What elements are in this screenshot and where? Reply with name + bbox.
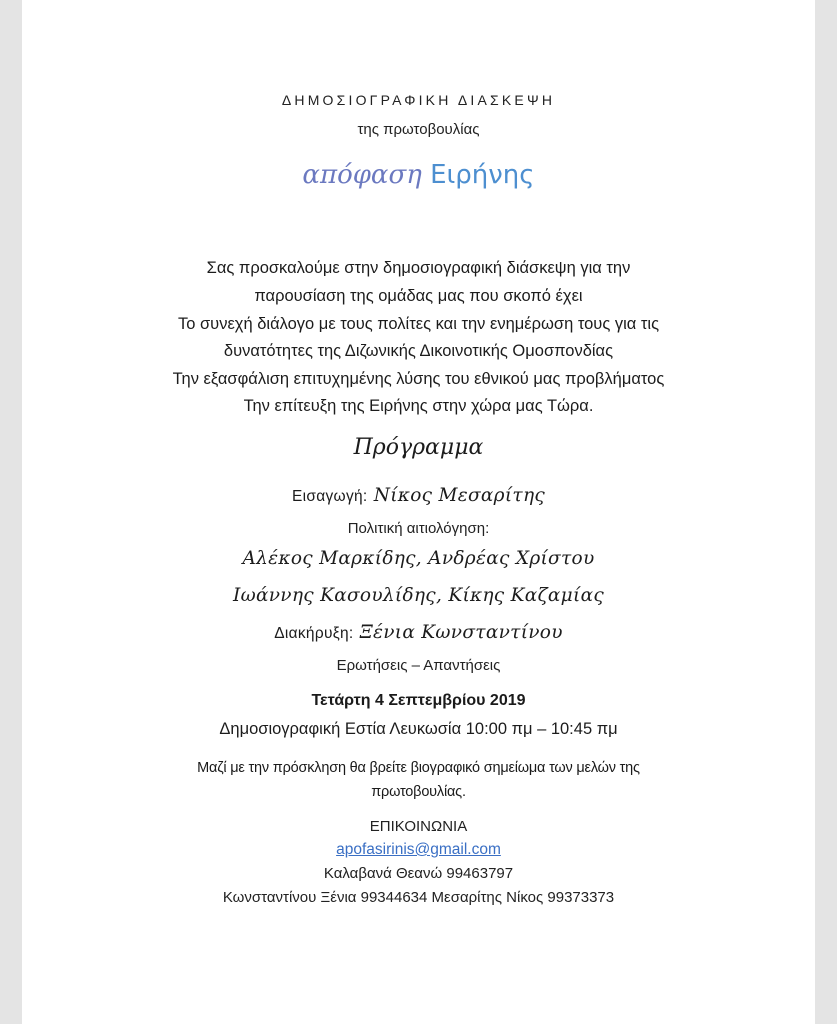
- intro-line-3: Το συνεχή διάλογο με τους πολίτες και την ενημέρωση τους για τις: [177, 315, 660, 333]
- initiative-logo-text: [22, 160, 815, 190]
- brand-word-2: Ειρήνης: [430, 160, 535, 190]
- contact-email-link[interactable]: apofasirinis@gmail.com: [336, 841, 501, 858]
- program-intro-label: Εισαγωγή:: [292, 488, 368, 505]
- event-date: Τετάρτη 4 Σεπτεμβρίου 2019: [311, 692, 526, 709]
- intro-line-6: Την επίτευξη της Ειρήνης στην χώρα μας Τώρα.: [243, 397, 594, 415]
- program-intro-name: Νίκος Μεσαρίτης: [373, 485, 545, 506]
- political-names-line-2: Ιωάννης Κασουλίδης, Κίκης Καζαμίας: [232, 585, 605, 606]
- qa-line: Ερωτήσεις – Απαντήσεις: [336, 657, 501, 674]
- declaration-name: Ξένια Κωνσταντίνου: [359, 622, 563, 643]
- contact-phone-1: Καλαβανά Θεανώ 99463797: [323, 865, 514, 882]
- document-subtitle: της πρωτοβουλίας: [357, 121, 480, 138]
- intro-line-2: παρουσίαση της ομάδας μας που σκοπό έχει: [254, 287, 583, 305]
- contact-email-row: [22, 841, 815, 859]
- document-title: ΔΗΜΟΣΙΟΓΡΑΦΙΚΗ ΔΙΑΣΚΕΨΗ: [281, 92, 556, 108]
- event-venue-time: Δημοσιογραφική Εστία Λευκωσία 10:00 πμ – 10:45 πμ: [219, 720, 618, 738]
- intro-line-5: Την εξασφάλιση επιτυχημένης λύσης του εθνικού μας προβλήματος: [172, 370, 665, 388]
- intro-line-1: Σας προσκαλούμε στην δημοσιογραφική διάσκεψη για την: [206, 259, 631, 277]
- intro-line-4: δυνατότητες της Διζωνικής Δικοινοτικής Ομοσπονδίας: [223, 342, 614, 360]
- political-label: Πολιτική αιτιολόγηση:: [347, 520, 490, 537]
- brand-word-1: απόφαση: [302, 160, 422, 190]
- contact-heading: ΕΠΙΚΟΙΝΩΝΙΑ: [369, 818, 468, 835]
- program-declaration: [22, 622, 815, 643]
- program-intro: [22, 485, 815, 506]
- declaration-label: Διακήρυξη:: [274, 625, 354, 642]
- political-names-line-1: Αλέκος Μαρκίδης, Ανδρέας Χρίστου: [242, 548, 595, 569]
- note-line-2: πρωτοβουλίας.: [371, 784, 466, 800]
- document-page: [22, 0, 815, 1024]
- contact-phone-2: Κωνσταντίνου Ξένια 99344634 Μεσαρίτης Νίκος 99373373: [222, 889, 615, 906]
- note-line-1: Μαζί με την πρόσκληση θα βρείτε βιογραφικό σημείωμα των μελών της: [197, 760, 640, 776]
- program-title: Πρόγραμμα: [353, 435, 484, 460]
